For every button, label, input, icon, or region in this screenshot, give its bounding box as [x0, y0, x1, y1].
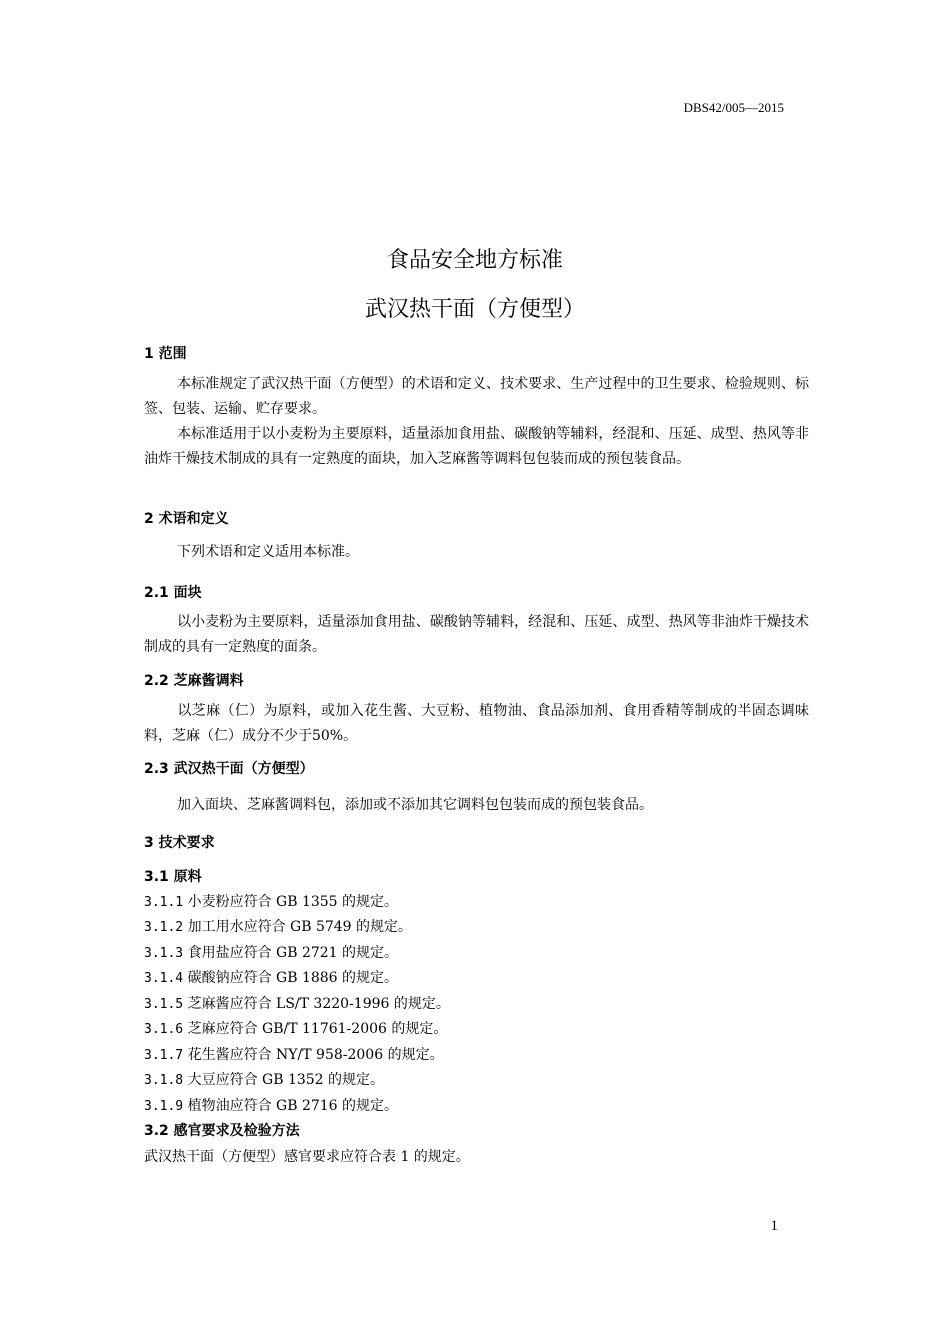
section-heading: 1 范围: [144, 346, 187, 362]
section-heading: 3 技术要求: [144, 835, 215, 851]
document-subtitle: 武汉热干面（方便型）: [364, 297, 585, 322]
subsection-heading: 3.2 感官要求及检验方法: [144, 1123, 300, 1139]
section-heading: 2 术语和定义: [144, 511, 229, 527]
page-number: 1: [770, 1218, 778, 1234]
document-code: DBS42/005—2015: [683, 100, 784, 115]
list-item: 3.1.2 加工用水应符合 GB 5749 的规定。: [144, 919, 413, 935]
paragraph: 以小麦粉为主要原料，适量添加食用盐、碳酸钠等辅料，经混和、压延、成型、热风等非油炸干燥技术制成的具有一定熟度的面条。: [144, 614, 809, 655]
list-item: 3.1.1 小麦粉应符合 GB 1355 的规定。: [144, 894, 399, 910]
document-title: 食品安全地方标准: [386, 248, 563, 273]
list-item: 3.1.6 芝麻应符合 GB/T 11761-2006 的规定。: [144, 1021, 448, 1037]
paragraph: 本标准规定了武汉热干面（方便型）的术语和定义、技术要求、生产过程中的卫生要求、检验规则、标签、包装、运输、贮存要求。: [144, 376, 809, 417]
subsection-heading: 2.3 武汉热干面（方便型）: [144, 761, 314, 777]
paragraph: 以芝麻（仁）为原料，或加入花生酱、大豆粉、植物油、食品添加剂、食用香精等制成的半固态调味料，芝麻（仁）成分不少于50%。: [144, 703, 809, 744]
list-item: 3.1.7 花生酱应符合 NY/T 958-2006 的规定。: [144, 1047, 444, 1063]
paragraph: 下列术语和定义适用本标准。: [177, 544, 359, 560]
subsection-heading: 2.1 面块: [144, 585, 202, 601]
list-item: 3.1.8 大豆应符合 GB 1352 的规定。: [144, 1072, 385, 1088]
list-item: 3.1.4 碳酸钠应符合 GB 1886 的规定。: [144, 970, 399, 986]
paragraph: 加入面块、芝麻酱调料包，添加或不添加其它调料包包装而成的预包装食品。: [177, 797, 653, 813]
subsection-heading: 3.1 原料: [144, 869, 202, 885]
paragraph: 本标准适用于以小麦粉为主要原料，适量添加食用盐、碳酸钠等辅料，经混和、压延、成型、热风等非油炸干燥技术制成的具有一定熟度的面块，加入芝麻酱等调料包包装而成的预包装食品。: [144, 426, 809, 467]
list-item: 3.1.9 植物油应符合 GB 2716 的规定。: [144, 1098, 399, 1114]
paragraph: 武汉热干面（方便型）感官要求应符合表 1 的规定。: [144, 1149, 470, 1165]
subsection-heading: 2.2 芝麻酱调料: [144, 673, 244, 689]
list-item: 3.1.5 芝麻酱应符合 LS/T 3220-1996 的规定。: [144, 996, 450, 1012]
list-item: 3.1.3 食用盐应符合 GB 2721 的规定。: [144, 945, 399, 961]
